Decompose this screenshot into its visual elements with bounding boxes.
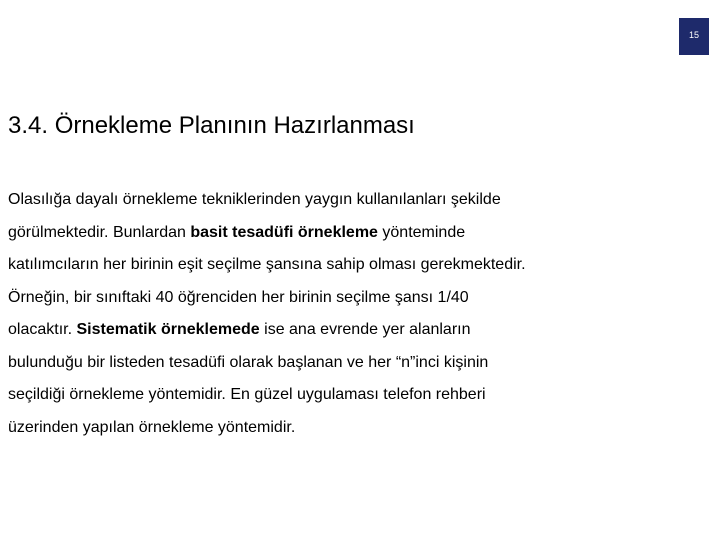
page-number: 15 [688, 30, 699, 40]
text-line [8, 217, 708, 250]
text-run: olacaktır. [8, 321, 77, 338]
text-line [8, 379, 708, 412]
text-line [8, 412, 708, 445]
text-line [8, 347, 708, 380]
text-run: bulunduğu bir listeden tesadüfi olarak başlanan ve her “n”inci kişinin [8, 353, 489, 371]
text-line [8, 282, 708, 315]
emphasized-term: basit tesadüfi örnekleme [190, 223, 378, 241]
text-run: seçildiği örnekleme yöntemidir. En güzel uygulaması telefon rehberi [8, 386, 486, 403]
text-run: üzerinden yapılan örnekleme yöntemidir. [8, 418, 296, 436]
text-line [8, 314, 708, 347]
body-paragraph [8, 184, 708, 444]
emphasized-term: Sistematik örneklemede [76, 321, 260, 338]
page-number-badge [679, 18, 709, 55]
text-run: Örneğin, bir sınıftaki 40 öğrenciden her birinin seçilme şansı 1/40 [8, 288, 469, 306]
text-run: Olasılığa dayalı örnekleme tekniklerinden yaygın kullanılanları şekilde [8, 191, 501, 208]
text-line [8, 249, 708, 282]
text-run: görülmektedir. Bunlardan [8, 223, 191, 241]
text-run: yönteminde [377, 223, 466, 241]
text-run: katılımcıların her birinin eşit seçilme şansına sahip olması gerekmektedir. [8, 256, 526, 273]
text-line [8, 184, 708, 217]
text-run: ise ana evrende yer alanların [259, 321, 471, 338]
slide-title: 3.4. Örnekleme Planının Hazırlanması [8, 112, 415, 139]
